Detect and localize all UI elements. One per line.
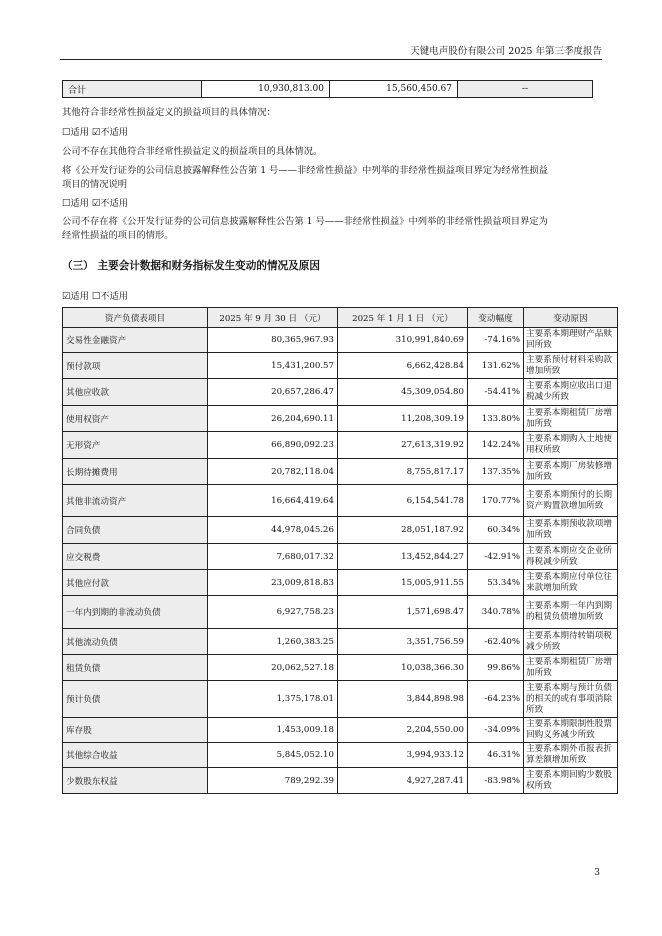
row-item: 一年内到期的非流动负债 — [63, 596, 208, 629]
paragraph-reclass-line1: 将《公开发行证券的公司信息披露解释性公告第 1 号——非经常性损益》中列举的非经常性损益项目界定为经常性损益 — [62, 165, 548, 176]
row-jan1: 10,038,366.30 — [338, 655, 468, 681]
table-row — [63, 681, 618, 718]
row-change: -42.91% — [468, 544, 524, 570]
summary-label: 合计 — [63, 81, 202, 98]
row-sep30: 1,375,178.01 — [208, 681, 338, 718]
table-row — [63, 743, 618, 768]
table-row — [63, 596, 618, 629]
row-reason: 主要系本期理财产品赎回所致 — [524, 328, 618, 353]
row-jan1: 28,051,187.92 — [338, 517, 468, 544]
row-reason: 主要系本期应付单位往来款增加所致 — [524, 570, 618, 596]
row-item: 长期待摊费用 — [63, 459, 208, 485]
row-jan1: 13,452,844.27 — [338, 544, 468, 570]
row-reason: 主要系本期租赁厂房增加所致 — [524, 406, 618, 432]
row-change: 60.34% — [468, 517, 524, 544]
header-rule — [60, 59, 602, 60]
page-number: 3 — [594, 868, 600, 878]
row-jan1: 3,994,933.12 — [338, 743, 468, 768]
row-sep30: 15,431,200.57 — [208, 353, 338, 379]
row-reason: 主要系本期租赁厂房增加所致 — [524, 655, 618, 681]
row-sep30: 7,680,017.32 — [208, 544, 338, 570]
row-reason: 主要系本期外币报表折算差额增加所致 — [524, 743, 618, 768]
row-jan1: 45,309,054.80 — [338, 379, 468, 406]
row-item: 租赁负债 — [63, 655, 208, 681]
row-reason: 主要系本期应交企业所得税减少所致 — [524, 544, 618, 570]
summary-value-2: 15,560,450.67 — [330, 81, 458, 98]
row-reason: 主要系本期待转销项税减少所致 — [524, 629, 618, 655]
row-change: -64.23% — [468, 681, 524, 718]
header-item: 资产负债表项目 — [63, 308, 208, 328]
table-row — [63, 379, 618, 406]
row-reason: 主要系本期与预计负债的相关的或有事项消除所致 — [524, 681, 618, 718]
table-row — [63, 517, 618, 544]
row-reason: 主要系本期购入土地使用权所致 — [524, 432, 618, 459]
header-change: 变动幅度 — [468, 308, 524, 328]
row-sep30: 16,664,419.64 — [208, 485, 338, 517]
row-item: 库存股 — [63, 718, 208, 743]
table-row — [63, 629, 618, 655]
row-reason: 主要系本期预收款项增加所致 — [524, 517, 618, 544]
table-row — [63, 768, 618, 794]
row-sep30: 26,204,690.11 — [208, 406, 338, 432]
paragraph-reclass-line2: 项目的情况说明 — [62, 179, 128, 190]
summary-row — [63, 81, 593, 98]
row-jan1: 6,154,541.78 — [338, 485, 468, 517]
row-sep30: 5,845,052.10 — [208, 743, 338, 768]
paragraph-no-reclass-line1: 公司不存在将《公开发行证券的公司信息披露解释性公告第 1 号——非经常性损益》中列举的非经常性损益项目界定为 — [62, 216, 548, 227]
row-change: 340.78% — [468, 596, 524, 629]
row-reason: 主要系本期限制性股票回购义务减少所致 — [524, 718, 618, 743]
row-item: 交易性金融资产 — [63, 328, 208, 353]
summary-table — [62, 80, 593, 98]
header-sep30: 2025 年 9 月 30 日 （元） — [208, 308, 338, 328]
header-reason: 变动原因 — [524, 308, 618, 328]
table-row — [63, 353, 618, 379]
row-change: -54.41% — [468, 379, 524, 406]
paragraph-no-reclass-line2: 经常性损益的项目的情形。 — [62, 230, 174, 241]
row-sep30: 789,292.39 — [208, 768, 338, 794]
header-jan1: 2025 年 1 月 1 日 （元） — [338, 308, 468, 328]
row-change: 142.24% — [468, 432, 524, 459]
row-sep30: 80,365,967.93 — [208, 328, 338, 353]
table-header-row — [63, 308, 618, 328]
balance-sheet-changes-table — [62, 307, 618, 794]
row-change: 131.62% — [468, 353, 524, 379]
row-item: 其他应付款 — [63, 570, 208, 596]
table-row — [63, 570, 618, 596]
row-item: 合同负债 — [63, 517, 208, 544]
paragraph-other-items: 其他符合非经常性损益定义的损益项目的具体情况： — [62, 107, 276, 118]
table-row — [63, 655, 618, 681]
row-sep30: 6,927,758.23 — [208, 596, 338, 629]
row-jan1: 8,755,817.17 — [338, 459, 468, 485]
section-title: （三） 主要会计数据和财务指标发生变动的情况及原因 — [62, 260, 320, 272]
row-item: 其他流动负债 — [63, 629, 208, 655]
table-row — [63, 406, 618, 432]
row-change: -83.98% — [468, 768, 524, 794]
row-item: 少数股东权益 — [63, 768, 208, 794]
row-change: 170.77% — [468, 485, 524, 517]
table-row — [63, 485, 618, 517]
row-sep30: 20,657,286.47 — [208, 379, 338, 406]
row-jan1: 3,844,898.98 — [338, 681, 468, 718]
row-reason: 主要系本期回购少数股权所致 — [524, 768, 618, 794]
table-row — [63, 459, 618, 485]
row-change: -34.09% — [468, 718, 524, 743]
row-sep30: 23,009,818.83 — [208, 570, 338, 596]
row-change: 137.35% — [468, 459, 524, 485]
summary-value-1: 10,930,813.00 — [202, 81, 330, 98]
row-jan1: 6,662,428.84 — [338, 353, 468, 379]
row-sep30: 44,978,045.26 — [208, 517, 338, 544]
row-sep30: 1,453,009.18 — [208, 718, 338, 743]
applicability-check-1: ☐适用 ☑不适用 — [62, 127, 129, 138]
row-change: -62.40% — [468, 629, 524, 655]
applicability-check-2: ☐适用 ☑不适用 — [62, 198, 129, 209]
row-item: 使用权资产 — [63, 406, 208, 432]
table-row — [63, 432, 618, 459]
report-header-title: 天键电声股份有限公司 2025 年第三季度报告 — [410, 46, 602, 57]
row-jan1: 2,204,550.00 — [338, 718, 468, 743]
row-jan1: 4,927,287.41 — [338, 768, 468, 794]
row-jan1: 11,208,309.19 — [338, 406, 468, 432]
table-row — [63, 544, 618, 570]
row-item: 其他应收款 — [63, 379, 208, 406]
row-change: 53.34% — [468, 570, 524, 596]
row-item: 应交税费 — [63, 544, 208, 570]
row-jan1: 27,613,319.92 — [338, 432, 468, 459]
row-reason: 主要系本期应收出口退税减少所致 — [524, 379, 618, 406]
table-row — [63, 328, 618, 353]
row-reason: 主要系预付材料采购款增加所致 — [524, 353, 618, 379]
row-reason: 主要系本期预付的长期资产购置款增加所致 — [524, 485, 618, 517]
row-item: 预付款项 — [63, 353, 208, 379]
row-jan1: 3,351,756.59 — [338, 629, 468, 655]
row-change: 133.80% — [468, 406, 524, 432]
table-row — [63, 718, 618, 743]
row-item: 其他综合收益 — [63, 743, 208, 768]
row-sep30: 66,890,092.23 — [208, 432, 338, 459]
row-item: 预计负债 — [63, 681, 208, 718]
section-applicability-check: ☑适用 ☐不适用 — [62, 291, 129, 302]
row-change: 46.31% — [468, 743, 524, 768]
row-sep30: 1,260,383.25 — [208, 629, 338, 655]
row-change: 99.86% — [468, 655, 524, 681]
row-reason: 主要系本期一年内到期的租赁负债增加所致 — [524, 596, 618, 629]
row-jan1: 310,991,840.69 — [338, 328, 468, 353]
row-jan1: 15,005,911.55 — [338, 570, 468, 596]
row-item: 无形资产 — [63, 432, 208, 459]
row-reason: 主要系本期厂房装修增加所致 — [524, 459, 618, 485]
summary-value-3: -- — [458, 81, 593, 98]
paragraph-no-other-items: 公司不存在其他符合非经常性损益定义的损益项目的具体情况。 — [62, 146, 323, 157]
row-sep30: 20,782,118.04 — [208, 459, 338, 485]
row-sep30: 20,062,527.18 — [208, 655, 338, 681]
row-change: -74.16% — [468, 328, 524, 353]
row-item: 其他非流动资产 — [63, 485, 208, 517]
row-jan1: 1,571,698.47 — [338, 596, 468, 629]
